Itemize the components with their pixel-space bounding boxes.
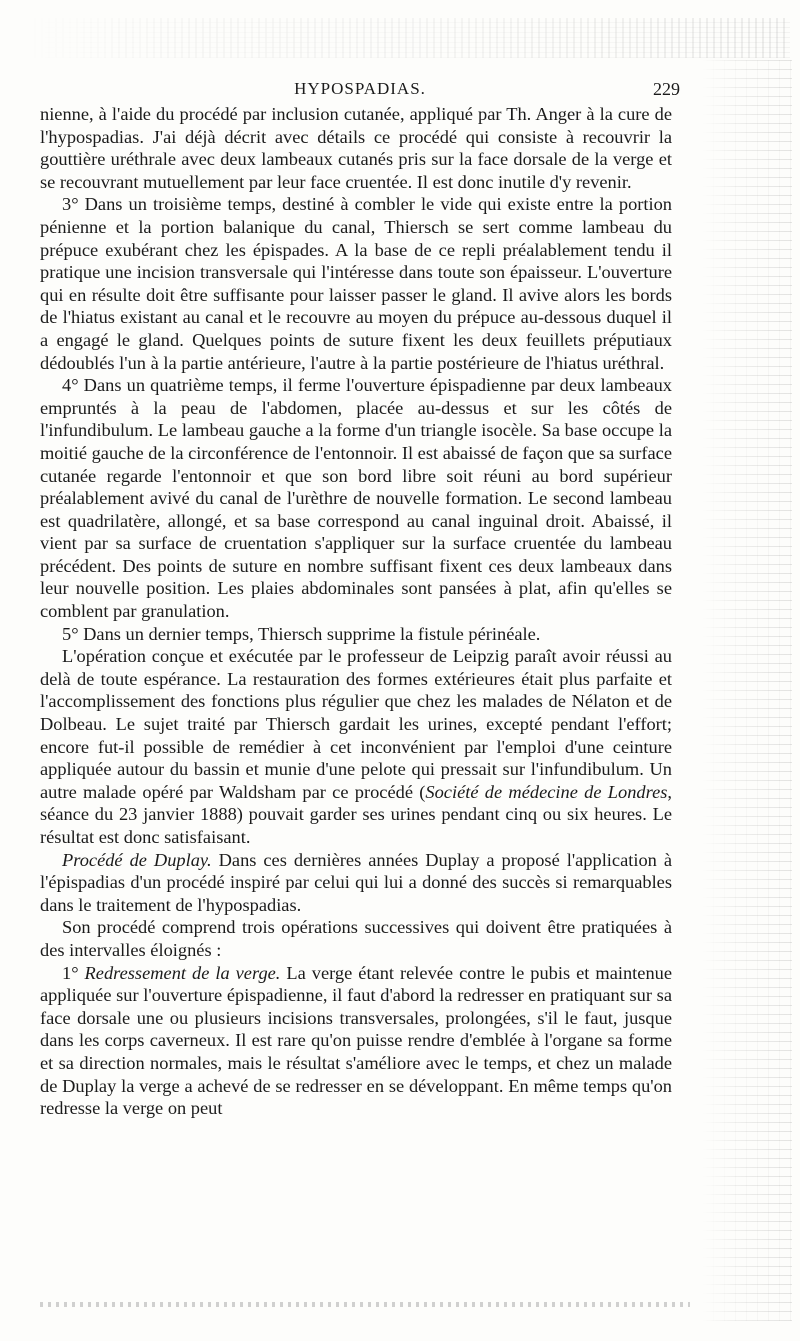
body-text — [40, 103, 672, 1120]
results-text-b: , séance du 23 janvier 1888) pouvait garder ses urines pendant cinq ou six heures. Le résultat est donc satisfaisant. — [40, 781, 672, 847]
paragraph-results — [40, 645, 672, 848]
page-header — [40, 76, 680, 106]
paragraph-duplay — [40, 849, 672, 917]
paragraph-redressement — [40, 962, 672, 1120]
step-number: 1° — [62, 962, 85, 983]
duplay-heading: Procédé de Duplay. — [62, 849, 212, 870]
paragraph-step-3: 3° Dans un troisième temps, destiné à combler le vide qui existe entre la portion pénienne et la portion balanique du canal, Thiersch se sert comme lambeau du prépuce exubérant chez les épispades. A la base de ce repli préalablement tendu il pratique une incision transversale qui l'intéresse dans toute son épaisseur. L'ouverture qui en résulte doit être suffisante pour laisser passer le gland. Il avive alors les bords de l'hiatus existant au canal et le recouvre au moyen du prépuce au-dessous duquel il a engagé le gland. Quelques points de suture fixent les deux feuillets préputiaux dédoublés l'un à la partie antérieure, l'autre à la partie postérieure de l'hiatus uréthral. — [40, 194, 672, 373]
running-title: HYPOSPADIAS. — [294, 79, 426, 98]
paragraph-continuation: nienne, à l'aide du procédé par inclusion cutanée, appliqué par Th. Anger à la cure de l'hypospadias. J'ai déjà décrit avec détails ce procédé qui consiste à recouvrir la gouttière uréthrale avec deux lambeaux cutanés pris sur la face dorsale de la verge et se recouvrant mutuellement par leur face cruentée. Il est donc inutile d'y revenir. — [40, 104, 672, 192]
page-number: 229 — [653, 79, 680, 99]
results-text-a: L'opération conçue et exécutée par le professeur de Leipzig paraît avoir réussi au delà de toute espérance. La restauration des formes extérieures était plus parfaite et l'accomplissement des fonctions plus régulier que chez les malades de Nélaton et de Dolbeau. Le sujet traité par Thiersch gardait les urines, excepté pendant l'effort; encore fut-il possible de remédier à cet inconvénient par l'emploi d'une ceinture appliquée autour du bassin et munie d'une pelote qui pressait sur l'infundibulum. Un autre malade opéré par Waldsham par ce procédé ( — [40, 646, 672, 802]
duplay-text: Dans ces dernières années Duplay a proposé l'application à l'épispadias d'un procédé inspiré par celui qui lui a donné des succès si remarquables dans le traitement de l'hypospadias. — [40, 849, 672, 915]
redressement-text: La verge étant relevée contre le pubis et maintenue appliquée sur l'ouverture épispadienne, il faut d'abord la redresser en pratiquant sur sa face dorsale une ou plusieurs incisions transversales, prolongées, s'il le faut, jusque dans les corps caverneux. Il est rare qu'on puisse rendre d'emblée à l'organe sa forme et sa direction normales, mais le résultat s'améliore avec le temps, et chez un malade de Duplay la verge a achevé de se redresser en se développant. En même temps qu'on redresse la verge on peut — [40, 962, 673, 1119]
paragraph-step-4: 4° Dans un quatrième temps, il ferme l'ouverture épispadienne par deux lambeaux empruntés à la peau de l'abdomen, placée au-dessus et sur les côtés de l'infundibulum. Le lambeau gauche a la forme d'un triangle isocèle. Sa base occupe la moitié gauche de la circonférence de l'entonnoir. Il est abaissé de façon que sa surface cutanée regarde l'entonnoir et que son bord libre soit réuni au bord supérieur préalablement avivé du canal de l'urèthre de nouvelle formation. Le second lambeau est quadrilatère, allongé, et sa base correspond au canal inguinal droit. Abaissé, il vient par sa surface de cruentation s'appliquer sur la surface cruentée du lambeau précédent. Des points de suture en nombre suffisant fixent ces deux lambeaux dans leur nouvelle position. Les plaies abdominales sont pansées à plat, afin qu'elles se comblent par granulation. — [40, 375, 672, 622]
scan-noise-bottom — [40, 1302, 690, 1307]
redressement-heading: Redressement de la verge. — [84, 962, 281, 983]
paragraph-step-5: 5° Dans un dernier temps, Thiersch supprime la fistule périnéale. — [62, 623, 541, 644]
scan-noise-top — [20, 18, 790, 58]
paragraph-procedure: Son procédé comprend trois opérations successives qui doivent être pratiquées à des intervalles éloignés : — [40, 917, 672, 960]
society-citation: Société de médecine de Londres — [425, 781, 668, 802]
scan-noise-right-edge — [702, 60, 792, 1321]
